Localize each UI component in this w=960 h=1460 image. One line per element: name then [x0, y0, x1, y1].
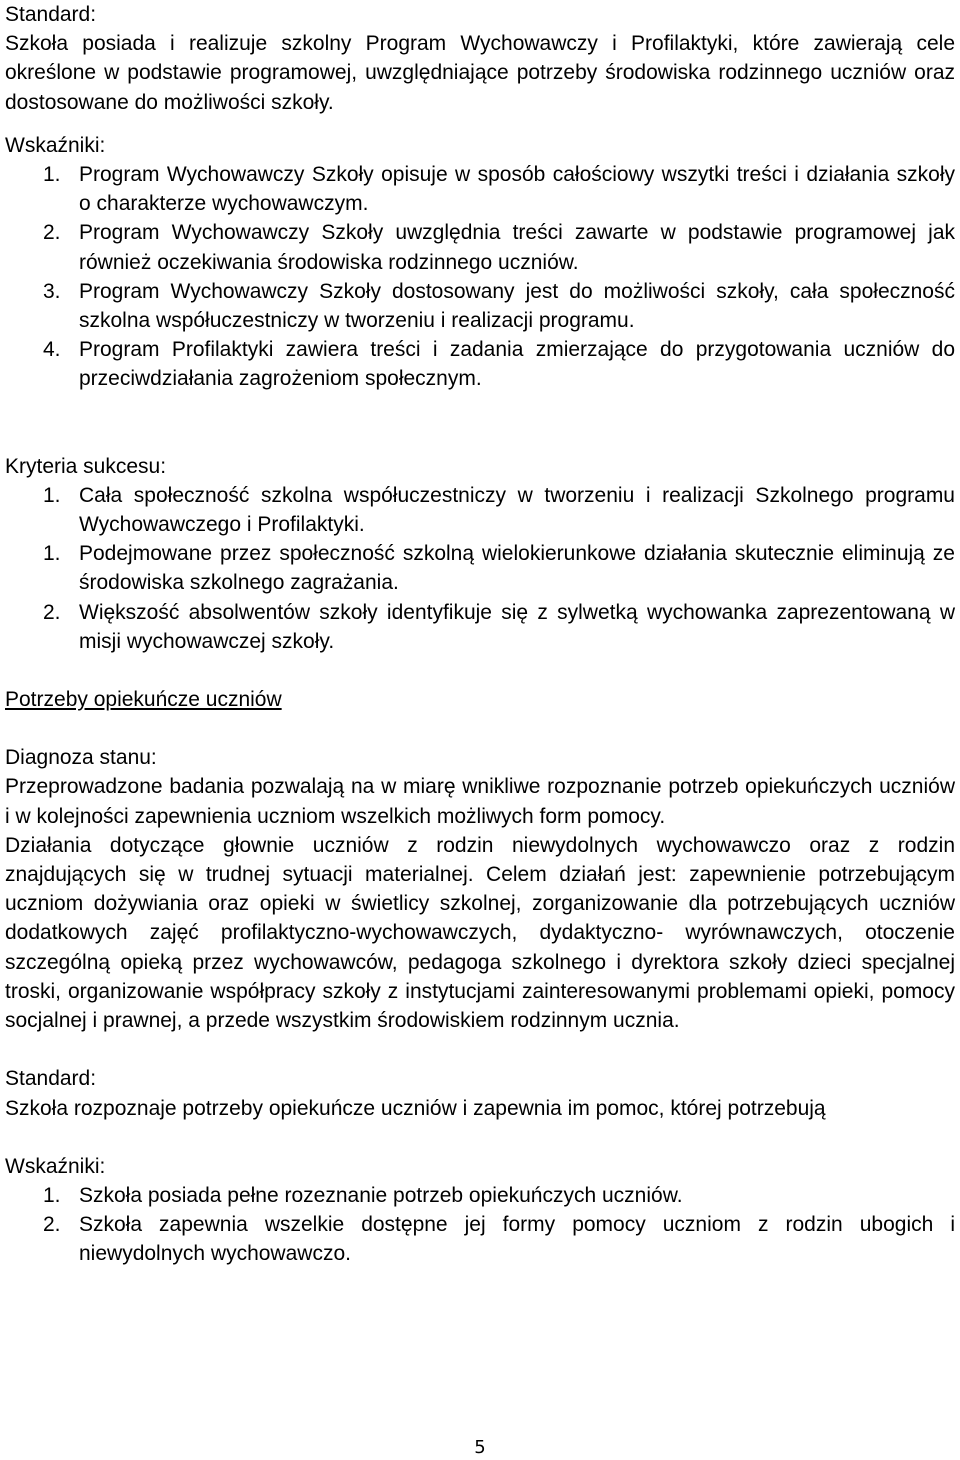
- list-number: 4.: [43, 338, 61, 362]
- list-text: Większość absolwentów szkoły identyfikuje się z sylwetką wychowanka zaprezentowaną w misji wychowawczej szkoły.: [79, 600, 955, 653]
- list-number: 2.: [43, 1213, 61, 1237]
- indicators-list: [5, 1181, 955, 1269]
- list-item: [5, 160, 955, 218]
- section-title: Potrzeby opiekuńcze uczniów: [5, 688, 282, 712]
- list-number: 1.: [43, 542, 61, 566]
- list-number: 1.: [43, 483, 61, 507]
- indicators-heading: Wskaźniki:: [5, 133, 106, 157]
- standard-text: Szkoła posiada i realizuje szkolny Program Wychowawczy i Profilaktyki, które zawierają cele określone w podstawie programowej, uwzględniające potrzeby środowiska rodzinnego uczniów oraz dostosowane do możliwości szkoły.: [5, 32, 955, 114]
- standard-heading: Standard:: [5, 1067, 97, 1091]
- document-page: [5, 0, 955, 1269]
- indicators-heading: Wskaźniki:: [5, 1154, 106, 1178]
- list-text: Podejmowane przez społeczność szkolną wielokierunkowe działania skutecznie eliminują ze środowiska szkolnego zagrażania.: [79, 542, 955, 595]
- list-item: [5, 335, 955, 393]
- standard-heading: Standard:: [5, 3, 97, 26]
- list-text: Szkoła posiada pełne rozeznanie potrzeb opiekuńczych uczniów.: [79, 1183, 683, 1207]
- list-number: 1.: [43, 1183, 61, 1207]
- diagnosis-heading: Diagnoza stanu:: [5, 746, 157, 770]
- list-text: Szkoła zapewnia wszelkie dostępne jej formy pomocy uczniom z rodzin ubogich i niewydolnych wychowawczo.: [79, 1213, 955, 1266]
- indicators-list: [5, 160, 955, 394]
- list-number: 2.: [43, 221, 61, 245]
- list-text: Program Wychowawczy Szkoły uwzględnia treści zawarte w podstawie programowej jak również oczekiwania środowiska rodzinnego uczniów.: [79, 221, 955, 274]
- list-number: 2.: [43, 600, 61, 624]
- list-number: 1.: [43, 163, 61, 187]
- list-item: [5, 1181, 955, 1210]
- diagnosis-paragraph: Działania dotyczące głownie uczniów z rodzin niewydolnych wychowawczo oraz z rodzin znajdujących się w trudnej sytuacji materialnej. Celem działań jest: zapewnienie potrzebującym uczniom dożywiania oraz opieki w świetlicy szkolnej, zorganizowanie dla potrzebujących uczniów dodatkowych zajęć profilaktyczno-wychowawczych, dydaktyczno- wyrównawczych, otoczenie szczególną opieką przez wychowawców, pedagoga szkolnego i dyrektora szkoły dzieci specjalnej troski, organizowanie współpracy szkoły z instytucjami zainteresowanymi problemami opieki, pomocy socjalnej i prawnej, a przede wszystkim środowiskiem rodzinnym ucznia.: [5, 833, 955, 1033]
- list-item: [5, 277, 955, 335]
- list-item: [5, 539, 955, 597]
- list-item: [5, 598, 955, 656]
- list-text: Program Wychowawczy Szkoły dostosowany jest do możliwości szkoły, cała społeczność szkolna współuczestniczy w tworzeniu i realizacji programu.: [79, 279, 955, 333]
- criteria-heading: Kryteria sukcesu:: [5, 454, 167, 478]
- list-item: [5, 218, 955, 276]
- standard-text: Szkoła rozpoznaje potrzeby opiekuńcze uczniów i zapewnia im pomoc, której potrzebują: [5, 1096, 826, 1120]
- list-item: [5, 481, 955, 539]
- list-item: [5, 1210, 955, 1268]
- list-number: 3.: [43, 279, 61, 303]
- page-number: 5: [474, 1437, 486, 1458]
- diagnosis-paragraph: Przeprowadzone badania pozwalają na w miarę wnikliwe rozpoznanie potrzeb opiekuńczych uczniów i w kolejności zapewnienia uczniom wszelkich możliwych form pomocy.: [5, 775, 955, 828]
- list-text: Program Profilaktyki zawiera treści i zadania zmierzające do przygotowania uczniów do przeciwdziałania zagrożeniom społecznym.: [79, 338, 955, 391]
- list-text: Cała społeczność szkolna współuczestniczy w tworzeniu i realizacji Szkolnego programu Wychowawczego i Profilaktyki.: [79, 483, 955, 537]
- criteria-list: [5, 481, 955, 656]
- list-text: Program Wychowawczy Szkoły opisuje w sposób całościowy wszytki treści i działania szkoły o charakterze wychowawczym.: [79, 163, 955, 216]
